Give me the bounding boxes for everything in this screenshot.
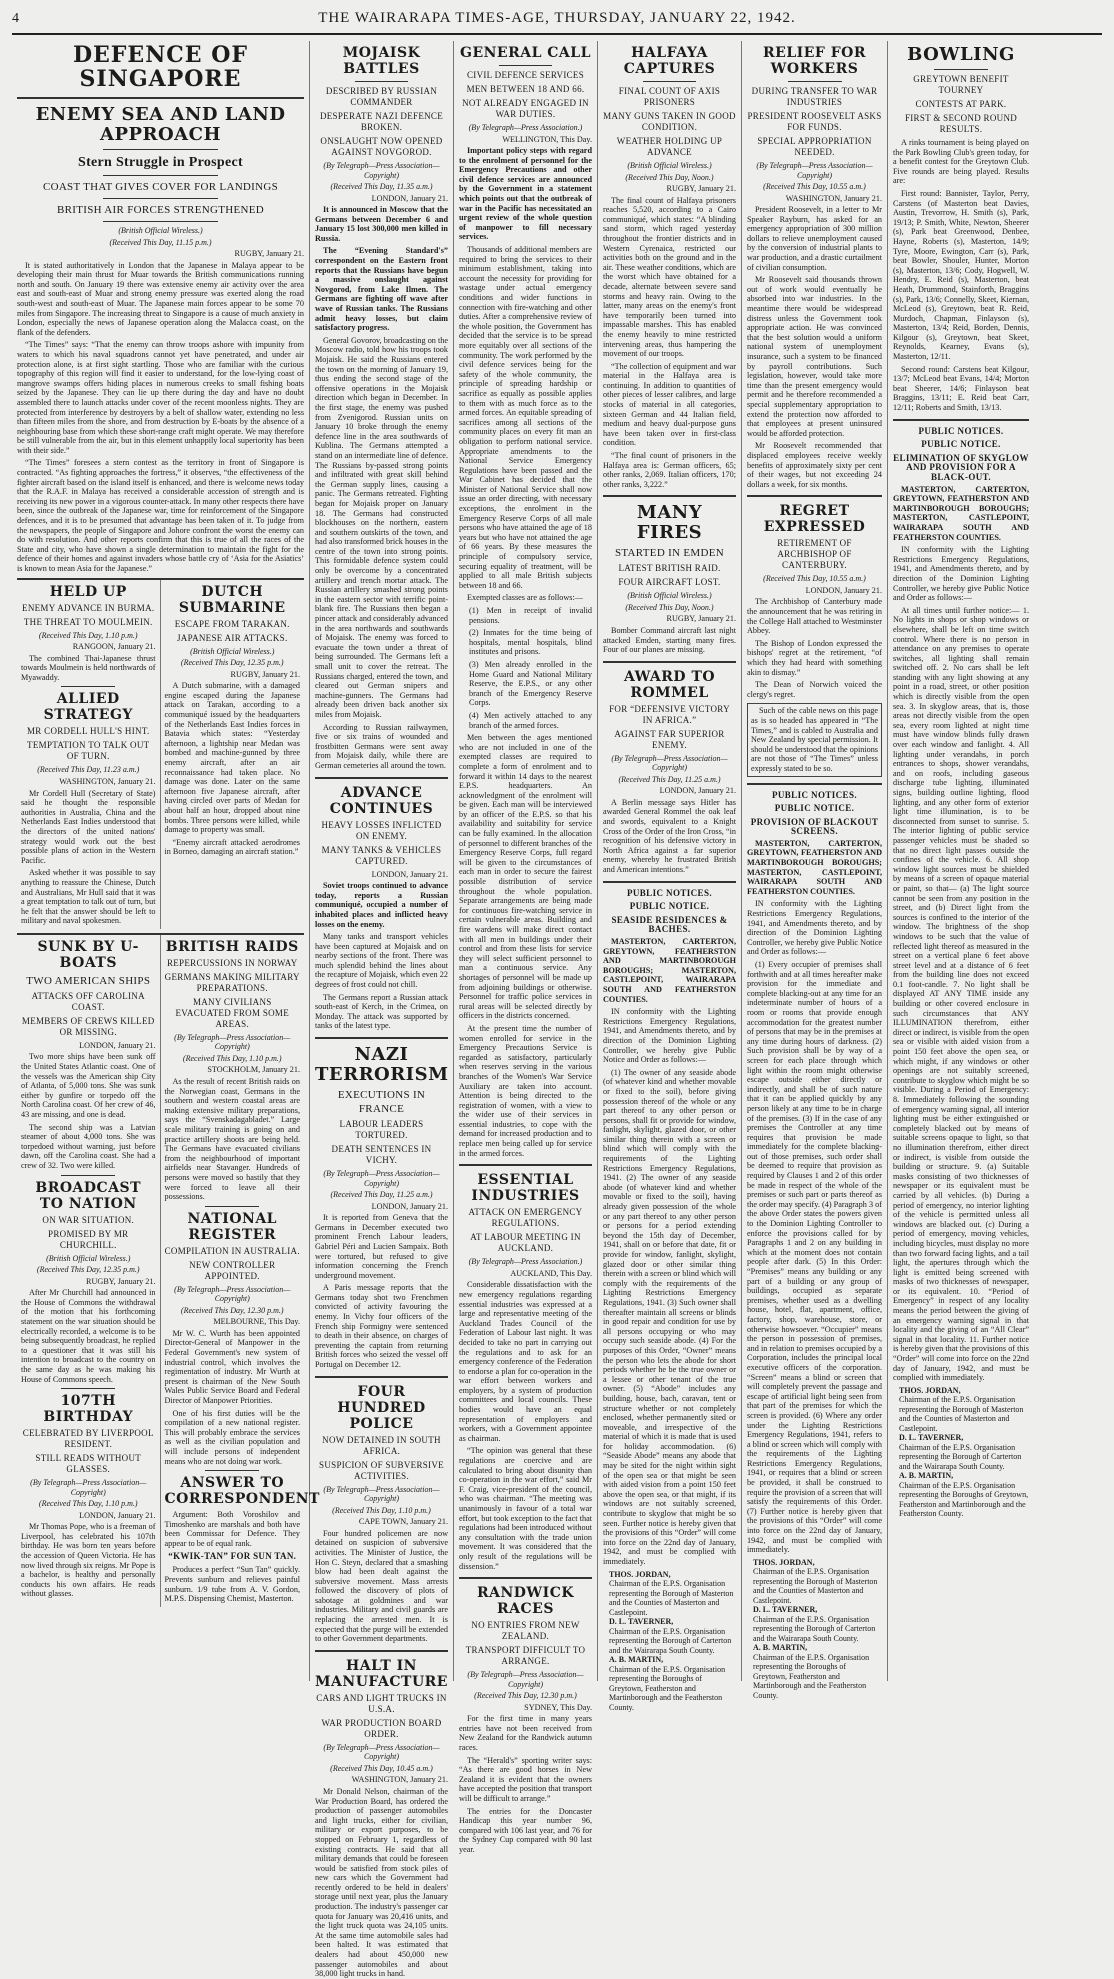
copyright-note: Such of the cable news on this page as is so headed has appeared in “The Times,” and is cabled to Australia and New Zealand by special permission. It should be understood that the opinions are not those of “The Times” unless expressly stated to be so. [747, 703, 882, 776]
headline-halfaya: HALFAYA CAPTURES [623, 45, 716, 77]
headline-rommel: AWARD TO ROMMEL [623, 668, 716, 701]
lead-subcolumns-2 [17, 933, 320, 1607]
article-rommel: AWARD TO ROMMEL FOR “DEFENSIVE VICTORY IN AFRICA.” AGAINST FAR SUPERIOR ENEMY. (By Telegraph—Press Association—Copyright) (Received This Day, 11.25 a.m.) LONDON, January 21. A Berlin message says Hitler has awarded General Rommel the oak leaf and swords, equivalent to a Knight Cross of the Order of the Iron Cross, “in recognition of his defensive victory in North Africa against a far superior enemy, whereby he frustrated British and American intentions.” [603, 668, 736, 875]
article-u-boats: SUNK BY U-BOATS TWO AMERICAN SHIPS ATTACKS OFF CAROLINA COAST. MEMBERS OF CREWS KILLED OR MISSING. LONDON, January 21. Two more ships have been sunk off the United States Atlantic coast. One of the vessels was the American ship City of Atlanta, of 5,000 tons. She was sunk either by gunfire or torpedo off the North Carolina coast. Of her crew of 46, 43 are missing, and one is dead. The second ship was a Latvian steamer of about 4,000 tons. She was torpedoed without warning, just before dawn, off the Carolina coast. She had a crew of 32. Two were killed. [21, 938, 156, 1170]
headline-dutch-submarine: DUTCH SUBMARINE [178, 583, 286, 616]
columns [12, 41, 1102, 1979]
deck-air-forces: BRITISH AIR FORCES STRENGTHENED [56, 204, 264, 216]
paragraph: “The Times” foresees a stern contest as the territory in front of Singapore is contracted. “As fighting approaches the fortress,” it observes, “the effectiveness of the fighter aircraft based on the island itself is enhanced, and there is welcome news today that the R.A.F. in Malaya has received a considerable accession of strength and is receiving its new power in a vigorous counter-attack. In many other respects there have been, since the outbreak of the Japanese war, time for reinforcement of the Singapore defences, and it is to be presumed that advantage has been taken of it. To judge from the newspapers, the people of Singapore and Johore confront the worst the enemy can do with resolution. And other reports confirm that this is true of all the races of the State and city, who have shown a single determination to maintain the fight for the defence of their homes and against invaders whose battle cry of ‘Asia for the Asiatics’ is known to mean Asia for the Japanese.” [17, 458, 304, 573]
article-correspondent: ANSWER TO CORRESPONDENT Argument: Both Voroshilov and Timoshenko are marshals and both have been Commissar for Defence. They appear to be of equal rank. “KWIK-TAN” FOR SUN TAN. Produces a perfect “Sun Tan” quickly. Prevents sunburn and relieves painful sunburn. 1/9 tube from A. V. Gordon, M.P.S. Dispensing Chemist, Masterton. [164, 1475, 320, 1604]
headline-british-raids: BRITISH RAIDS [165, 938, 299, 955]
article-halfaya: HALFAYA CAPTURES FINAL COUNT OF AXIS PRISONERS MANY GUNS TAKEN IN GOOD CONDITION. WEATHER HOLDING UP ADVANCE (British Official Wireless.) (Received This Day, Noon.) RUGBY, January 21. The final count of Halfaya prisoners reaches 5,520, according to a Cairo communiqué, which states: “A blinding sand storm, which raged yesterday throughout the frontier districts and in Western Cyrenaica, restricted our activities both on the ground and in the air. These weather conditions, which are the worst which have obtained for a decade, alternate between severe sand storms and heavy rain. Owing to the latter, many areas on the enemy's front have temporarily been turned into impassable marshes. This has enabled the enemy heavily to mine restricted intervening areas, thus hampering the movement of our troops. “The collection of equipment and war material in the Halfaya area is continuing. In addition to quantities of other pieces of lesser calibres, and large stocks of material in all categories, sixteen German and 44 Italian field, medium and heavy dual-purpose guns have been taken over in first-class condition. “The final count of prisoners in the Halfaya area is: German officers, 65; other ranks, 2,069. Italian officers, 170; other ranks, 3,222.” [603, 45, 736, 489]
article-singapore [17, 43, 304, 574]
column-lead [12, 41, 320, 1681]
received-line: (Received This Day, 11.15 p.m.) [109, 237, 212, 247]
article-relief-workers: RELIEF FOR WORKERS DURING TRANSFER TO WAR INDUSTRIES PRESIDENT ROOSEVELT ASKS FOR FUNDS. SPECIAL APPROPRIATION NEEDED. (By Telegraph—Press Association—Copyright) (Received This Day, 10.55 a.m.) WASHINGTON, January 21. President Roosevelt, in a letter to Mr Speaker Rayburn, has asked for an emergency appropriation of 300 million dollars to relieve unemployment caused by the conversion of industrial plants to war production, and a drastic curtailment of civilian consumption. Mr Roosevelt said thousands thrown out of work would eventually be absorbed into war industries. In the meantime there would be widespread distress unless the Government took appropriate action. He was convinced that the best solution would a uniform national system of unemployment insurance, such a system to be financed by payroll contributions. Such legislation, however, would take more time than the present emergency would permit and he therefore recommended a special supplementary appropriation to extend the protection now afforded to that employees at present uninsured would be afforded protection. Mr Roosevelt recommended that displaced employees receive weekly benefits of approximately sixty per cent of their wages, but not exceeding 24 dollars a week, for six months. [747, 45, 882, 489]
headline-allied-strategy: ALLIED STRATEGY [43, 691, 133, 724]
article-advance: ADVANCE CONTINUES HEAVY LOSSES INFLICTED ON ENEMY. MANY TANKS & VEHICLES CAPTURED. LONDON, January 21. Soviet troops continued to advance today, reports a Russian communiqué, occupied a number of inhabited places and inflicted heavy losses on the enemy. Many tanks and transport vehicles have been captured at Mojaisk and on nearby sections of the front. There was much splendid behind the lines about the recapture of Mojaisk, which even 22 degrees of frost could not chill. The Germans report a Russian attack south-east of Kerch, in the Crimea, on Monday. The attack was supported by tanks of the latest type. [315, 784, 448, 1031]
column-4 [454, 41, 598, 1854]
paragraph: It is stated authoritatively in London that the Japanese in Malaya appear to be developing their main thrust for Muar towards the British communications running north and south. On January 19 there was extensive enemy air activity over the area east and south-east of Muar and strong enemy pressure was exerted along the road south-west and south-east of Muar. The Japanese main forces appear to be some 70 miles from Singapore. The increasing threat to Singapore is a cause of much anxiety in London, especially the news of Japanese operation along the Malacca coast, on the flank of the defenders. [17, 260, 304, 337]
masthead [12, 10, 1102, 35]
headline-randwick: RANDWICK RACES [476, 1585, 575, 1618]
article-british-raids: BRITISH RAIDS REPERCUSSIONS IN NORWAY GERMANS MAKING MILITARY PREPARATIONS. MANY CIVILIANS EVACUATED FROM SOME AREAS. (By Telegraph—Press Association—Copyright) (Received This Day, 1.10 p.m.) STOCKHOLM, January 21. As the result of recent British raids on the Norwegian coast, Germans in the southern and western coastal areas are making extensive military preparations, says the “Svenskadagabladet.” Large scale military training is going on and practice artillery shoots are being held. The Germans have evacuated civilians from the neighbourhood of important airfields near Stavanger. Hundreds of persons were moved so hastily that they were forced to leave all their possessions. [164, 938, 300, 1202]
article-national-register: NATIONAL REGISTER COMPILATION IN AUSTRALIA. NEW CONTROLLER APPOINTED. (By Telegraph—Press Association—Copyright) (Received This Day, 12.30 p.m.) MELBOURNE, This Day. Mr W. C. Wurth has been appointed Director-General of Manpower in the Federal Government's new system of industrial control, which involves the regimentation of industry. Mr Wurth at present is chairman of the New South Wales Public Service Board and Federal Director of Manpower Priorities. One of his first duties will be the compilation of a new national register. This will probably embrace the services as well as the civilian population and will include persons of independent means who are not doing war work. [164, 1210, 300, 1466]
headline-singapore: DEFENCE OF SINGAPORE [72, 42, 249, 92]
column-6 [742, 41, 888, 1700]
column-5 [598, 41, 742, 1712]
headline-many-fires: MANY FIRES [636, 502, 703, 544]
article-birthday: 107TH BIRTHDAY CELEBRATED BY LIVERPOOL RESIDENT. STILL READS WITHOUT GLASSES. (By Telegraph—Press Association—Copyright) (Received This Day, 1.10 p.m.) LONDON, January 21. Mr Thomas Pope, who is a freeman of Liverpool, has celebrated his 107th birthday. He was born ten years before the accession of Queen Victoria. He has now lived through six reigns. Mr Pope is a bachelor, is healthy and personally conducts his own affairs. He reads without glasses. [21, 1393, 156, 1599]
article-many-fires: MANY FIRES STARTED IN EMDEN LATEST BRITISH RAID. FOUR AIRCRAFT LOST. (British Official Wireless.) (Received This Day, Noon.) RUGBY, January 21. Bomber Command aircraft last night attacked Emden, starting many fires. Four of our planes are missing. [603, 502, 736, 655]
column-7 [888, 41, 1034, 1681]
article-police: FOUR HUNDRED POLICE NOW DETAINED IN SOUTH AFRICA. SUSPICION OF SUBVERSIVE ACTIVITIES. (By Telegraph—Press Association—Copyright) (Received This Day, 1.10 p.m.) CAPE TOWN, January 21. Four hundred policemen are now detained on suspicion of subversive activities. The Minister of Justice, the Hon C. Steyn, declared that a smashing blow had been dealt against the subversive movement. Mass arrests followed the discovery of plots of sabotage at goldmines and war industries. Military and civil guards are replacing the arrested men. It is expected that the purge will be extended to other Government departments. [315, 1383, 448, 1644]
headline-regret: REGRET EXPRESSED [763, 503, 866, 536]
headline-national-register: NATIONAL REGISTER [187, 1210, 278, 1243]
headline-mojaisk: MOJAISK BATTLES [342, 45, 421, 77]
page-number: 4 [12, 10, 20, 26]
paragraph: “The Times” says: “That the enemy can throw troops ashore with impunity from waters to which his naval squadrons cannot yet have penetrated, and under air protection alone, is at first sight startling. Those who are familiar with the curious topography of this region will find it easier to understand, for the low-lying coast of mangrove swamps offers hiding places in numerous creeks to small fishing boats seized by the Japanese. They can lie up there during the day and have no doubt assembled there to launch attacks under cover of the recent moonless nights. They are protected from interference by destroyers by a belt of shallow water, extending no less than fifteen miles from the shore, and from destruction by E-boats by the absence of a neighbouring base from which these short-range craft might operate. We may therefore be still vulnerable from the air, but in this element unhappily local superiority has been with their side.” [17, 340, 304, 455]
subhead-enemy-approach: ENEMY SEA AND LAND APPROACH [35, 104, 286, 145]
headline-police: FOUR HUNDRED POLICE [337, 1383, 426, 1432]
article-held-up: HELD UP ENEMY ADVANCE IN BURMA. THE THREAT TO MOULMEIN. (Received This Day, 1.10 p.m.) RANGOON, January 21. The combined Thai-Japanese thrust towards Moulmein is held northwards of Myawaddy. [21, 583, 156, 682]
article-randwick: RANDWICK RACES NO ENTRIES FROM NEW ZEALAND. TRANSPORT DIFFICULT TO ARRANGE. (By Telegraph—Press Association—Copyright) (Received This Day, 12.30 p.m.) SYDNEY, This Day. For the first time in many years entries have not been received from New Zealand for the Randwick autumn races. The “Herald's” sporting writer says: “As there are good horses in New Zealand it is evident that the owners have accepted the position that transport will be difficult to arrange.” The entries for the Doncaster Handicap this year number 96, compared with 106 last year, and 76 for the Sydney Cup compared with 90 last year. [459, 1585, 592, 1854]
headline-relief-workers: RELIEF FOR WORKERS [763, 45, 866, 77]
headline-broadcast: BROADCAST TO NATION [35, 1179, 142, 1212]
headline-u-boats: SUNK BY U-BOATS [37, 938, 139, 971]
column-3 [310, 41, 454, 1979]
article-bowling: BOWLING GREYTOWN BENEFIT TOURNEY CONTESTS AT PARK. FIRST & SECOND ROUND RESULTS. A rinks tournament is being played on the Park Bowling Club's green today, for a benefit contest for the Greytown Club. Five rounds are being played. Results are: First round: Bannister, Taylor, Perry, Carstens (of Masterton beat Davies, Austin, Trevorrow, H. Smith (s), Park, 19/13; P. Smith, White, Newton, Sheerer (s), Park beat Greenwood, Denbee, Hayne, Roberts (s), Masterton, 14/9; Tyre, Moore, Ewington, Carr (s), Park, beat Bowler, Shouler, Hunter, Morton (s), Masterton, 13/6; Cody, Hogwell, W. Hendry, E. Reid (s), Masterton, beat Heath, Drummond, Stainforth, Braggins (s), Park, 13/6; Connelly, Skeet, Kiernan, McLeod (s), Greytown, beat R. Reid, Murdoch, Chapman, Finlayson (s), Masterton, 13/4; Reid, Borden, Dennis, Kilgour (s), Greytown, beat Skeet, Reynolds, Kearney, Evans (s), Masterton, 12/11. Second round: Carstens beat Kilgour, 13/7; McLeod beat Evans, 14/4; Morton beat Sheerer, 14/6; Finlayson beat Braggins, 13/11; E. Reid beat Carr, 12/11; Roberts and Smith, 13/13. [893, 44, 1029, 413]
headline-held-up: HELD UP [49, 583, 127, 600]
headline-essential-industries: ESSENTIAL INDUSTRIES [471, 1172, 580, 1205]
headline-nazi-terrorism: NAZI TERRORISM [315, 1044, 449, 1086]
notice-skyglow: PUBLIC NOTICES. PUBLIC NOTICE. ELIMINATION OF SKYGLOW AND PROVISION FOR A BLACK-OUT. MASTERTON, CARTERTON, GREYTOWN, FEATHERSTON AND MARTINBOROUGH BOROUGHS; MASTERTON, CASTLEPOINT, WAIRARAPA SOUTH AND FEATHERSTON COUNTIES. IN conformity with the Lighting Restrictions Emergency Regulations, 1941, and Amendments thereto, and by direction of the Dominion Lighting Controller, we hereby give Public Notice and Order as follows:— At all times until further notice:— 1. No lights in shops or shop windows or elsewhere, shall be left on time switch control. Where there is no person in attendance on any premises to operate switches, all lighting shall remain switched off. 2. No cars shall be left standing with any light showing at any point in a road, street, or other position which is directly visible from the open sea. 3. In skyglow areas, that is, those areas not directly visible from the open sea, every room lighted at night time must have window blinds fully drawn over each window and fanlight. 4. All lighting under verandahs, in porch entrances to shops, shower verandahs, and on roofs, including gaseous discharge tube lighting, illuminated signs, building outline lighting, flood lighting, and any other form of exterior light time illumination, is to be disconnected from sunset to sunrise. 5. The interior lighting of public service passenger vehicles must be shaded so that no direct light passes outside the confines of the vehicle. 6. All shop window light sources must be shielded by means of a screen of opaque material or paint, so that— (a) The light source cannot be seen from any position in the street, and (b) Direct light from the sources is confined to the interior of the window. The brightness of the shop windows to be such that the value of reflected light thereof as measured in the street on a vertical plane 6 feet above street level and at a distance of 6 feet from the building line does not exceed 0.1 foot-candle. 7. No light shall be displayed AT ANY TIME inside any building or other covered enclosure in such circumstances that ANY ILLUMINATION therefrom, either direct or indirect, is visible from the open sea or visible with aided vision from a point 150 feet above the open sea, or which might, if any windows or other openings are not suitably screened, contribute to skyglow which might be so visible. During a Period of Emergency: 8. Immediately following the sounding of emergency warning signal, all interior lighting must be either extinguished or completely blacked out by means of suitable screens opaque to light, so that no illumination therefrom, either direct or indirect, is visible from outside the building or structure. 9. (a) Suitable masks consisting of two thicknesses of newspaper or its equivalent must be carried by all vehicles. (b) During a period of emergency, no interior lighting of the vehicle is permitted unless all windows are blacked out. (c) During a period of emergency, moving vehicles, including bicycles, must display no more than two forward facing lights, and a tail light, the apertures through which the light is emitted being screened with masks of two thicknesses of newspaper, or its equivalent. 10. “Period of Emergency” in respect of any locality means the period between the giving of an emergency warning signal in that locality and the giving of an “All Clear” signal in that locality. 11. Further notice is hereby given that the provisions of this “Order” will come into force on the 22nd day of January, 1942, and must be complied with immediately. THOS. JORDAN, Chairman of the E.P.S. Organisation representing the Borough of Masterton and the Counties of Masterton and Castlepoint. D. L. TAVERNER, Chairman of the E.P.S. Organisation representing the Borough of Carterton and the Wairarapa South County. A. B. MARTIN, Chairman of the E.P.S. Organisation representing the Boroughs of Greytown, Featherston and Martinborough and the Featherston County. [893, 425, 1029, 1519]
notice-blackout: PUBLIC NOTICES. PUBLIC NOTICE. PROVISION OF BLACKOUT SCREENS. MASTERTON, CARTERTON, GREYTOWN, FEATHERSTON AND MARTINBOROUGH BOROUGHS; MASTERTON, CASTLEPOINT, WAIRARAPA SOUTH AND FEATHERSTON COUNTIES. IN conformity with the Lighting Restrictions Emergency Regulations, 1941, and Amendments thereto, and by direction of the Dominion Lighting Controller, we hereby give Public Notice and Order as follows:— (1) Every occupier of premises shall forthwith and at all times hereafter make provision for the immediate and complete blacking-out at any time for an indeterminate number of hours of a room or rooms that provide enough accommodation for the greatest number of persons that may be in the premises at any time during hours of darkness. (2) Such provision shall be by way of a screen for each place through which light within the room might otherwise escape outside either directly or indirectly, and shall be of such nature that it can be applied quickly by any person likely at any time to be in charge of the premises. (3) If in the case of any premises the Controller at any time requires that provision be made immediately for the complete blacking-out of those premises, such order shall be deemed to require that provision as required by Clauses 1 and 2 of this order be made in respect of the whole of the premises or such part or parts thereof as the order may specify. (4) Paragraph 3 of the above Order states the powers given to the Dominion Lighting Controller to enforce the provisions called for by Paragraphs 1 and 2 on any building in which at the moment does not contain people after dark. (5) In this Order: “Premises” means any building or any part of a building or any group of buildings, occupied as separate premises, whether used as a dwelling house, hotel, flat, apartment, office, factory, shop, warehouse, store, or otherwise howsoever. “Occupier” means the person in possession of premises, and in relation to premises occupied by a Corporation, includes the principal local executive officers of the corporation. “Screen” means a blind or screen that will completely prevent the passage and escape of artificial light being seen from that part of the premises for which the screen is provided. (6) Where any order under the Lighting Restrictions Emergency Regulations, 1941, refers to a blind or screen which will comply with the requirements of the Lighting Restrictions Emergency Regulations, 1941, or requires that a blind or screen be provided, it shall be construed to require the provision of a screen that will satisfy the requirements of this Order. (7) Further notice is hereby given that the provisions of this “Order” will come into force on the 22nd day of January, 1942, and must be complied with immediately. THOS. JORDAN, Chairman of the E.P.S. Organisation representing the Borough of Masterton and the Counties of Masterton and Castlepoint. D. L. TAVERNER, Chairman of the E.P.S. Organisation representing the Borough of Carterton and the Wairarapa South County. A. B. MARTIN, Chairman of the E.P.S. Organisation representing the Boroughs of Greytown, Featherston and Martinborough and the Featherston County. [747, 789, 882, 1700]
article-dutch-submarine: DUTCH SUBMARINE ESCAPE FROM TARAKAN. JAPANESE AIR ATTACKS. (British Official Wireless.) (Received This Day, 12.35 p.m.) RUGBY, January 21. A Dutch submarine, with a damaged engine escaped during the Japanese attack on Tarakan, according to a communiqué issued by the headquarters of the Netherlands East Indies forces in Batavia which states: “Yesterday afternoon, a lightship near Medan was bombed and machine-gunned by three enemy aircraft, after an air reconnaissance had taken place. No damage was done. Later on the same afternoon five Japanese aircraft, after having circled over parts of Medan for about half an hour, dropped about nine bombs. Three persons were killed, while damage to property was small. “Enemy aircraft attacked aerodromes in Borneo, damaging an aircraft station.” [164, 583, 300, 857]
article-broadcast: BROADCAST TO NATION ON WAR SITUATION. PROMISED BY MR CHURCHILL. (British Official Wireless.) (Received This Day, 12.35 p.m.) RUGBY, January 21. After Mr Churchill had announced in the House of Commons the withdrawal of the motion that his forthcoming statement on the war situation should be electrically recorded, a welcome is to be being subsequently broadcast, he replied to a questioner that it was still his intention to broadcast to the country on the same day as he was making his House of Commons speech. [21, 1179, 156, 1384]
headline-correspondent: ANSWER TO CORRESPONDENT [164, 1475, 320, 1508]
headline-advance: ADVANCE CONTINUES [329, 784, 434, 817]
headline-halt-manufacture: HALT IN MANUFACTURE [315, 1657, 448, 1690]
article-mojaisk: MOJAISK BATTLES DESCRIBED BY RUSSIAN COMMANDER DESPERATE NAZI DEFENCE BROKEN. ONSLAUGHT NOW OPENED AGAINST NOVGOROD. (By Telegraph—Press Association—Copyright) (Received This Day, 11.35 a.m.) LONDON, January 21. It is announced in Moscow that the Germans between December 6 and January 15 lost 300,000 men killed in Russia. The “Evening Standard's” correspondent on the Eastern front reports that the Russians have begun a massive onslaught against Novgorod, from Lake Ilmen. The Germans are fighting off wave after wave of Russian tanks. The Russians admit heavy losses, but claim satisfactory progress. General Govorov, broadcasting on the Moscow radio, told how his troops took Mojaisk. He said the Russians entered the town on the morning of January 19, thus ending the second stage of the offensive operations in the Mojaisk direction which began in December. In the first stage, the enemy was pushed from Zvenigorod. Russian units on January 10 broke through the enemy defence line in the area southwards of Kublina. The Germans attempted a stand on an intermediate line of defence. The Russians by-passed strong points and infiltrated with great skill behind the German supply lines, causing a panic. The Germans retreated. Fighting began for Mojaisk proper on January 18. The Germans had constructed blockhouses on the northern, eastern and southern outskirts of the town, and had also transformed brick houses in the centre of the town into strong points. This formidable defence system could only be overcome by a concentrated artillery and trench mortar attack. The Russian artillery smashed strong points in the eastern sector with terrific point-blank fire. The Russians then began a pincer attack and considerably advanced in the area northwards and southwards of Mojaisk. The enemy was forced to evacuate the town under a threat of being surrounded. The Germans left a small unit to cover the retreat. The Russians charged, entered the town, and cleared out German snipers and machine-gunners. The Germans had already been driven back another six miles from Mojaisk. According to Russian railwaymen, five or six trains of wounded and frostbitten Germans were sent away from Mojaisk daily, while there are German cemeteries all around the town. [315, 45, 448, 770]
article-essential-industries: ESSENTIAL INDUSTRIES ATTACK ON EMERGENCY REGULATIONS. AT LABOUR MEETING IN AUCKLAND. (By Telegraph—Press Association.) AUCKLAND, This Day. Considerable dissatisfaction with the new emergency regulations regarding essential industries was expressed at a large and representative meeting of the Auckland Trades Council of the Federation of Labour last night. It was decided to take no part in carrying out the regulations and to ask for an emergency conference of the Federation to endorse a plan for co-operation in the war effort between workers and employers, by a system of production committees and local councils. These bodies would have an equal representation of employers and workers, with a Government appointee as chairman. “The opinion was general that these regulations are coercive and are calculated to bring about disunity than co-operation in the war effort,” said Mr F. Craig, vice-president of the council, who was chairman. “The meeting was unanimously in favour of a total war effort, but took exception to the fact that regulations had been introduced without any consultation with the trade union movement. It was considered that the only result of the regulations will be dissension.” [459, 1172, 592, 1571]
article-general-call: GENERAL CALL CIVIL DEFENCE SERVICES MEN BETWEEN 18 AND 66. NOT ALREADY ENGAGED IN WAR DUTIES. (By Telegraph—Press Association.) WELLINGTON, This Day. Important policy steps with regard to the enrolment of personnel for the Emergency Precautions and other civil defence services are announced by the Government in a statement which points out that the outbreak of war in the Pacific has necessitated an urgent review of the whole question of manpower to fill necessary services. Thousands of additional members are required to bring the services to their minimum establishment, taking into account the necessity for providing for wastage under actual emergency conditions and wider functions in connection with fire-watching and other duties. After a comprehensive review of the whole position, the Government has decided that the service is to be spread more equitably over all sections of the community. The work performed by the civil defence services being for the safety of the whole community, the principle of spreading hardship or sacrifice as equally as possible applies to them with as much force as to the armed forces. An equitable spreading of sacrifices among all sections of the community places on every fit man an obligation to perform national service. Appropriate amendments to the National Service Emergency Regulations have been passed and the War Cabinet has decided that the Minister of National Service shall now issue an order directing, with necessary exceptions, the enrolment in the Emergency Reserve Corps of all male persons who have attained the age of 18 years but who have not attained the age of 66 years. By these measures the principle of compulsory service, securing equality of treatment, will be applied to all male British subjects between 18 and 66. Exempted classes are as follows:— (1) Men in receipt of invalid pensions. (2) Inmates for the time being of hospitals, mental hospitals, blind institutes and prisons. (3) Men already enrolled in the Home Guard and National Military Reserve, the E.P.S., or any other branch of the Emergency Reserve Corps. (4) Men actively attached to any branch of the armed forces. Men between the ages mentioned who are not included in one of the exempted classes are required to complete a form of enrolment and to forward it within 14 days to the nearest E.P.S. headquarters. An acknowledgment of the enrolment will be given. Each man will be interviewed by an officer of the E.P.S. so that his availability and suitability for service can be fully examined. In the allocation of personnel to different branches of the Emergency Reserve Corps, full regard will be given to the circumstances of each man in order to secure the fairest possible distribution of service throughout the whole population. Separate arrangements are being made for continuous fire-watching service in certain vulnerable areas. Building and fire wardens will make direct contact with all men in buildings under their control and from these lists for service they will select sufficient personnel to man a continuous service. Any shortages of personnel will be made up from adjoining buildings or otherwise. Personnel for traffic police services in rural areas will be selected directly by officers in the districts concerned. At the present time the number of women enrolled for service in the Emergency Precautions Service is regarded as satisfactory, particularly when reserves serving in the various branches of the Women's War Service Auxiliary are taken into account. Attention is being directed to the registration of women, with a view to the wider use of their services in essential industries, to cope with the demand for increased production and to replace men being called up for service in the armed forces. [459, 45, 592, 1158]
article-nazi-terrorism: NAZI TERRORISM EXECUTIONS IN FRANCE LABOUR LEADERS TORTURED. DEATH SENTENCES IN VICHY. (By Telegraph—Press Association—Copyright) (Received This Day, 11.25 a.m.) LONDON, January 21. It is reported from Geneva that the Germans in December executed two prominent French Labour leaders, Gabriel Péri and Lucien Sampaix. Both were tortured, but refused to give information concerning the French underground movement. A Paris message reports that the Germans today shot two Frenchmen convicted of activity favouring the enemy. In Vichy four officers of the French ship Formigny were sentenced to death in their absence, on charges of preventing the captain from returning British forces who seized the vessel off Portugal on December 12. [315, 1044, 449, 1370]
notice-seaside: PUBLIC NOTICES. PUBLIC NOTICE. SEASIDE RESIDENCES & BACHES. MASTERTON, CARTERTON, GREYTOWN, FEATHERSTON AND MARTINBOROUGH BOROUGHS; MASTERTON, CASTLEPOINT, WAIRARAPA SOUTH AND FEATHERSTON COUNTIES. IN conformity with the Lighting Restrictions Emergency Regulations, 1941, and Amendments thereto, and by direction of the Dominion Lighting Controller, we hereby give Public Notice and Order as follows:— (1) The owner of any seaside abode (of whatever kind and whether movable or fixed to the soil), before giving possession thereof of the whole or any part thereof to any other person or persons, shall fit or provide for window, fanlight, skylight, glazed door, or other similar thing therein with a screen or blind which will comply with the requirements of the Lighting Restrictions Emergency Regulations, 1941. (2) The owner of any seaside abode (of whatever kind and whether movable or fixed to the soil), having already given possession of the whole or any part thereof to any other person or persons for a period extending beyond the 15th day of December, 1941, shall on or before that date, fit or provide for window, fanlight, skylight, glazed door or other similar thing therein with a screen or blind which will comply with the requirements of the Lighting Restrictions Emergency Regulations, 1941. (3) Such owner shall thereafter maintain all screens or blinds in good repair and condition for use by all persons occupying or who may occupy such seaside abode. (4) For the purposes of this Order, “Owner” means the person who lets the abode for short periods whether he be the true owner or a lessee or other tenant of the true owner. (5) “Abode” includes any building, house, bach, caravan, tent or structure whether or not completely enclosed, whether permanently sited or moveable, and irrespective of the material of which it is made that is used for holiday accommodation. (6) “Seaside Abode” means any abode that may be sited for the night within sight of the open sea or that might be seen with aided vision from a point 150 feet above the open sea, or that might, if its windows are not suitably screened, contribute to skyglow that might be so seen. Further notice is hereby given that the provisions of this “Order” will come into force on the 22nd day of January, 1942, and must be complied with immediately. THOS. JORDAN, Chairman of the E.P.S. Organisation representing the Borough of Masterton and the Counties of Masterton and Castlepoint. D. L. TAVERNER, Chairman of the E.P.S. Organisation representing the Borough of Carterton and the Wairarapa South County. A. B. MARTIN, Chairman of the E.P.S. Organisation representing the Boroughs of Greytown, Featherston and Martinborough and the Featherston County. [603, 887, 736, 1712]
dateline: RUGBY, January 21. [234, 249, 304, 258]
masthead-title: THE WAIRARAPA TIMES-AGE, THURSDAY, JANUARY 22, 1942. [318, 10, 796, 26]
headline-birthday: 107TH BIRTHDAY [43, 1393, 134, 1426]
article-halt-manufacture: HALT IN MANUFACTURE CARS AND LIGHT TRUCKS IN U.S.A. WAR PRODUCTION BOARD ORDER. (By Telegraph—Press Association—Copyright) (Received This Day, 10.45 a.m.) WASHINGTON, January 21. Mr Donald Nelson, chairman of the War Production Board, has ordered the production of passenger automobiles and light trucks, either for civilian, military or export purposes, to be stopped on February 1, regardless of existing contracts. He said that all military demands that could be foreseen would be satisfied from stock piles of new cars which the Government had recently ordered to be held in dealers' storage until next year, plus the January production. The industry's passenger car quota for January was 20,416 units, and the light truck quota was 24,105 units. At the same time automobile sales had been halted. It was estimated that dealers had about 450,000 new passenger automobiles and about 38,000 light trucks in hand. [315, 1657, 448, 1979]
headline-general-call: GENERAL CALL [459, 45, 591, 61]
headline-bowling: BOWLING [907, 44, 1015, 65]
article-allied-strategy: ALLIED STRATEGY MR CORDELL HULL'S HINT. TEMPTATION TO TALK OUT OF TURN. (Received This Day, 11.23 a.m.) WASHINGTON, January 21. Mr Cordell Hull (Secretary of State) said he thought the responsible authorities in Australia, China and the Netherlands East Indies understood that the directors of the united nations' strategy would work out the best possible plans of action in the Western Pacific. Asked whether it was possible to say anything to reassure the Chinese, Dutch and Australians, Mr Hull said that it was a great temptation to talk out of turn, but he felt that the answer should be left to military and naval spokesmen. [21, 691, 156, 926]
lead-subcolumns-1 [17, 578, 304, 929]
credit: (British Official Wireless.) [118, 226, 203, 235]
public-notices-header: PUBLIC NOTICES. [626, 887, 713, 898]
article-regret: REGRET EXPRESSED RETIREMENT OF ARCHBISHOP OF CANTERBURY. (Received This Day, 10.55 a.m.) LONDON, January 21. The Archbishop of Canterbury made the announcement that he was retiring in the College Hall attached to Westminster Abbey. The Bishop of London expressed the bishops' regret at the retirement, “of which they had heard with something akin to dismay.” The Dean of Norwich voiced the clergy's regret. Such of the cable news on this page as is so headed has appeared in “The Times,” and is cabled to Australia and New Zealand by special permission. It should be understood that the opinions are not those of “The Times” unless expressly stated to be so. [747, 503, 882, 776]
deck-coast: COAST THAT GIVES COVER FOR LANDINGS [42, 181, 279, 193]
deck-stern-struggle: Stern Struggle in Prospect [77, 155, 244, 170]
